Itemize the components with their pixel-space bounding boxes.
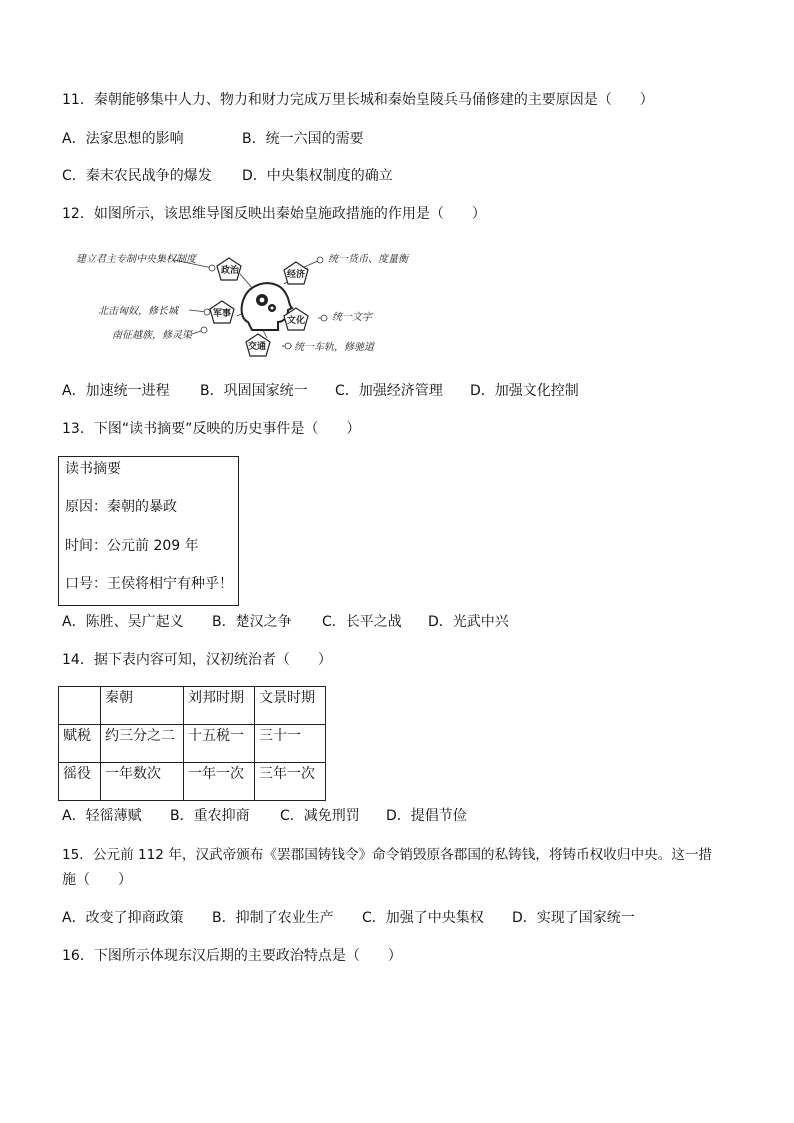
q13-option-d: D．光武中兴 [428,614,509,630]
q11-option-a: A．法家思想的影响 [62,131,184,147]
q14-option-c: C．减免刑罚 [280,808,360,824]
table-cell: 三十一 [255,725,326,763]
q15-option-a: A．改变了抑商政策 [62,910,184,926]
q12-stem: 12．如图所示，该思维导图反映出秦始皇施政措施的作用是（ ） [62,206,486,222]
mm-item-lingqu: 南征越族，修灵渠 [112,330,192,341]
mm-item-currency: 统一货币、度量衡 [328,254,408,265]
summary-title: 读书摘要 [65,461,121,477]
table-row [59,725,326,763]
q14-option-a: A．轻徭薄赋 [62,808,142,824]
q12-option-a: A．加速统一进程 [62,383,170,399]
mm-node-economy: 经济 [287,270,306,280]
mm-node-politics: 政治 [221,266,240,276]
q14-option-d: D．提倡节俭 [386,808,467,824]
mm-node-transport: 交通 [248,342,267,352]
table-cell: 三年一次 [255,763,326,801]
mm-item-centralization: 建立君主专制中央集权制度 [76,254,196,265]
table-cell: 赋税 [59,725,101,763]
q15-option-d: D．实现了国家统一 [512,910,635,926]
table-header-cell: 刘邦时期 [184,687,255,725]
table-cell: 约三分之二 [101,725,184,763]
mm-item-roads: 统一车轨，修驰道 [294,342,374,353]
mm-node-culture: 文化 [287,316,306,326]
q13-option-c: C．长平之战 [322,614,402,630]
summary-cause: 原因：秦朝的暴政 [65,499,177,515]
table-header-cell: 秦朝 [101,687,184,725]
mm-node-military: 军事 [213,309,232,319]
q13-option-a: A．陈胜、吴广起义 [62,614,184,630]
q12-option-d: D．加强文化控制 [470,383,579,399]
q11-option-d: D．中央集权制度的确立 [242,168,393,184]
q11-option-b: B．统一六国的需要 [242,131,364,147]
q14-stem: 14．据下表内容可知，汉初统治者（ ） [62,652,332,668]
summary-time: 时间：公元前 209 年 [65,538,199,554]
q14-option-b: B．重农抑商 [170,808,250,824]
q15-stem-line1: 15．公元前 112 年，汉武帝颁布《罢郡国铸钱令》命令销毁原各郡国的私铸钱，将铸币权收归中央。这一措 [62,847,713,863]
q13-option-b: B．楚汉之争 [212,614,292,630]
table-row [59,763,326,801]
qin-policy-mindmap [72,238,408,364]
mm-item-script: 统一文字 [332,312,372,323]
q16-stem: 16．下图所示体现东汉后期的主要政治特点是（ ） [62,948,402,964]
table-cell: 一年一次 [184,763,255,801]
head-gears-icon [242,283,292,330]
q11-option-c: C．秦末农民战争的爆发 [62,168,212,184]
table-cell: 一年数次 [101,763,184,801]
table-header-cell: 文景时期 [255,687,326,725]
q12-option-b: B．巩固国家统一 [200,383,308,399]
reading-summary-box [58,456,239,606]
table-header-row [59,687,326,725]
q11-stem: 11．秦朝能够集中人力、物力和财力完成万里长城和秦始皇陵兵马俑修建的主要原因是（ ） [62,92,654,108]
q13-stem: 13．下图“读书摘要”反映的历史事件是（ ） [62,421,361,437]
tax-labor-table [58,686,326,801]
table-cell: 十五税一 [184,725,255,763]
mm-item-great-wall: 北击匈奴，修长城 [98,306,178,317]
q12-option-c: C．加强经济管理 [335,383,443,399]
summary-slogan: 口号：王侯将相宁有种乎！ [65,576,233,592]
q15-option-b: B．抑制了农业生产 [212,910,334,926]
table-header-cell [59,687,101,725]
q15-option-c: C．加强了中央集权 [362,910,484,926]
q15-stem-line2: 施（ ） [62,872,132,888]
table-cell: 徭役 [59,763,101,801]
